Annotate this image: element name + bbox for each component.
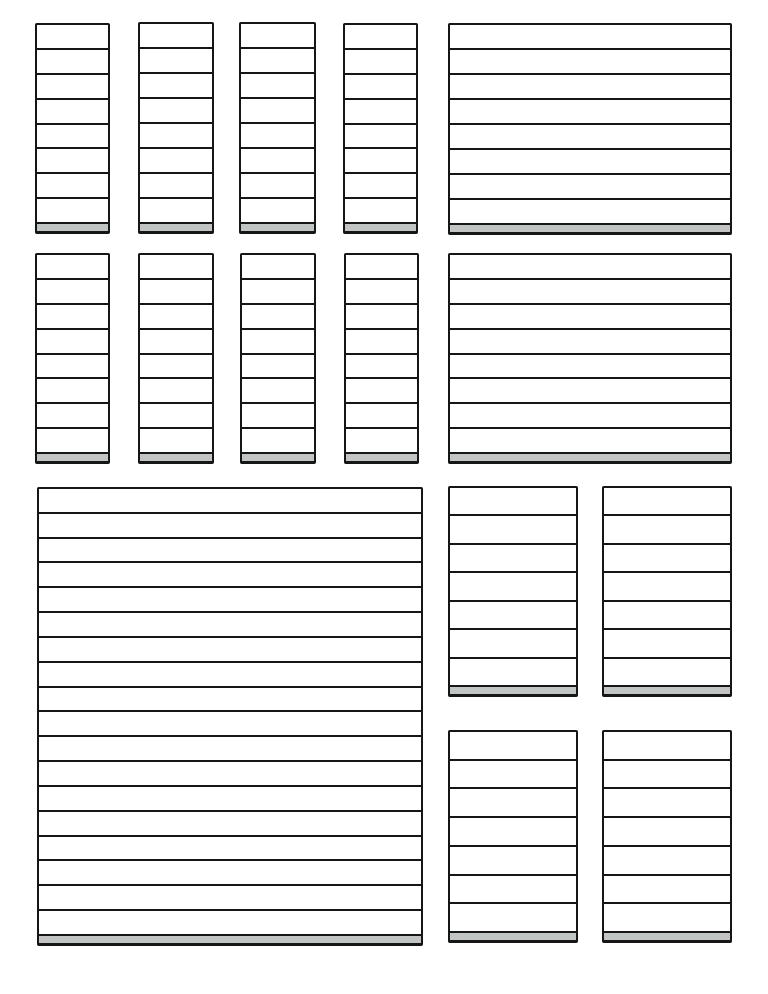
blank-row	[450, 150, 730, 175]
blank-row	[37, 305, 108, 330]
footer-bar	[242, 454, 314, 461]
blank-row	[37, 355, 108, 380]
blank-row	[450, 175, 730, 200]
blank-row	[241, 149, 314, 174]
blank-row	[241, 49, 314, 74]
blank-row	[604, 876, 730, 905]
blank-row	[604, 545, 730, 573]
blank-row	[450, 330, 730, 355]
blank-row	[37, 50, 108, 75]
blank-row	[242, 280, 314, 305]
blank-row	[140, 379, 212, 404]
blank-row	[450, 305, 730, 330]
blank-row	[346, 280, 417, 305]
footer-bar	[450, 454, 730, 461]
blank-row	[345, 50, 416, 75]
medium-panel-3	[448, 730, 578, 943]
blank-row	[39, 737, 421, 762]
blank-row	[450, 379, 730, 404]
blank-row	[346, 429, 417, 454]
blank-row	[242, 330, 314, 355]
footer-bar	[345, 224, 416, 231]
blank-row	[242, 379, 314, 404]
blank-row	[346, 255, 417, 280]
blank-row	[140, 149, 212, 174]
blank-row	[450, 25, 730, 50]
blank-row	[140, 429, 212, 454]
blank-row	[140, 330, 212, 355]
blank-row	[450, 789, 576, 818]
footer-bar	[604, 933, 730, 940]
blank-row	[450, 200, 730, 225]
footer-bar	[140, 454, 212, 461]
blank-row	[450, 488, 576, 516]
blank-row	[39, 613, 421, 638]
blank-row	[39, 663, 421, 688]
tall-column-6	[138, 253, 214, 464]
blank-row	[140, 199, 212, 224]
blank-row	[241, 24, 314, 49]
footer-bar	[39, 936, 421, 943]
tall-column-3	[239, 22, 316, 234]
blank-row	[37, 174, 108, 199]
blank-row	[242, 255, 314, 280]
blank-row	[346, 355, 417, 380]
blank-row	[345, 125, 416, 150]
blank-row	[345, 75, 416, 100]
footer-bar	[37, 224, 108, 231]
blank-row	[604, 573, 730, 601]
medium-panel-2	[602, 486, 732, 697]
blank-row	[450, 818, 576, 847]
blank-row	[37, 255, 108, 280]
footer-bar	[140, 224, 212, 231]
blank-row	[345, 25, 416, 50]
blank-row	[241, 99, 314, 124]
blank-row	[450, 659, 576, 687]
blank-row	[140, 24, 212, 49]
blank-row	[450, 75, 730, 100]
blank-row	[450, 404, 730, 429]
blank-row	[140, 49, 212, 74]
blank-row	[39, 688, 421, 713]
blank-row	[241, 124, 314, 149]
medium-panel-4	[602, 730, 732, 943]
blank-row	[450, 516, 576, 544]
wide-panel-2	[448, 253, 732, 464]
blank-row	[346, 379, 417, 404]
blank-row	[39, 911, 421, 936]
blank-row	[37, 429, 108, 454]
blank-row	[604, 602, 730, 630]
blank-row	[39, 712, 421, 737]
blank-row	[39, 886, 421, 911]
blank-row	[450, 602, 576, 630]
blank-row	[345, 100, 416, 125]
blank-row	[37, 100, 108, 125]
blank-row	[39, 787, 421, 812]
blank-row	[345, 149, 416, 174]
blank-row	[37, 280, 108, 305]
blank-row	[450, 280, 730, 305]
blank-row	[140, 255, 212, 280]
blank-row	[450, 429, 730, 454]
blank-row	[450, 732, 576, 761]
blank-row	[346, 305, 417, 330]
blank-row	[345, 199, 416, 224]
tall-column-1	[35, 23, 110, 234]
tall-column-4	[343, 23, 418, 234]
blank-row	[39, 837, 421, 862]
blank-row	[450, 876, 576, 905]
blank-row	[39, 638, 421, 663]
blank-row	[450, 847, 576, 876]
footer-bar	[450, 933, 576, 940]
blank-row	[450, 100, 730, 125]
blank-row	[242, 404, 314, 429]
blank-row	[450, 50, 730, 75]
blank-row	[37, 330, 108, 355]
blank-row	[604, 732, 730, 761]
blank-row	[39, 812, 421, 837]
blank-row	[241, 199, 314, 224]
blank-row	[604, 847, 730, 876]
blank-row	[39, 563, 421, 588]
blank-row	[242, 429, 314, 454]
footer-bar	[37, 454, 108, 461]
blank-row	[39, 762, 421, 787]
blank-row	[450, 904, 576, 933]
blank-row	[39, 588, 421, 613]
blank-row	[37, 75, 108, 100]
footer-bar	[450, 687, 576, 694]
blank-row	[604, 789, 730, 818]
blank-row	[242, 355, 314, 380]
blank-row	[345, 174, 416, 199]
tall-column-2	[138, 22, 214, 234]
blank-row	[604, 630, 730, 658]
blank-row	[140, 174, 212, 199]
blank-row	[241, 174, 314, 199]
blank-row	[37, 404, 108, 429]
blank-row	[604, 659, 730, 687]
blank-row	[604, 761, 730, 790]
blank-row	[39, 539, 421, 564]
blank-row	[450, 545, 576, 573]
blank-row	[604, 516, 730, 544]
blank-row	[140, 124, 212, 149]
blank-row	[37, 125, 108, 150]
blank-row	[140, 355, 212, 380]
blank-row	[140, 99, 212, 124]
blank-row	[450, 355, 730, 380]
blank-row	[242, 305, 314, 330]
blank-row	[604, 818, 730, 847]
tall-column-5	[35, 253, 110, 464]
wide-panel-1	[448, 23, 732, 235]
tall-column-8	[344, 253, 419, 464]
footer-bar	[450, 225, 730, 232]
blank-row	[37, 199, 108, 224]
blank-row	[39, 489, 421, 514]
blank-row	[241, 74, 314, 99]
blank-row	[37, 25, 108, 50]
blank-row	[450, 255, 730, 280]
tall-column-7	[240, 253, 316, 464]
blank-row	[604, 904, 730, 933]
blank-row	[37, 149, 108, 174]
blank-row	[450, 761, 576, 790]
blank-row	[450, 125, 730, 150]
blank-row	[346, 330, 417, 355]
blank-row	[450, 573, 576, 601]
blank-row	[140, 74, 212, 99]
blank-row	[140, 280, 212, 305]
blank-row	[346, 404, 417, 429]
medium-panel-1	[448, 486, 578, 697]
blank-row	[39, 861, 421, 886]
blank-row	[450, 630, 576, 658]
footer-bar	[241, 224, 314, 231]
blank-row	[140, 305, 212, 330]
footer-bar	[346, 454, 417, 461]
blank-row	[604, 488, 730, 516]
blank-row	[39, 514, 421, 539]
large-panel	[37, 487, 423, 946]
blank-row	[37, 379, 108, 404]
blank-row	[140, 404, 212, 429]
footer-bar	[604, 687, 730, 694]
